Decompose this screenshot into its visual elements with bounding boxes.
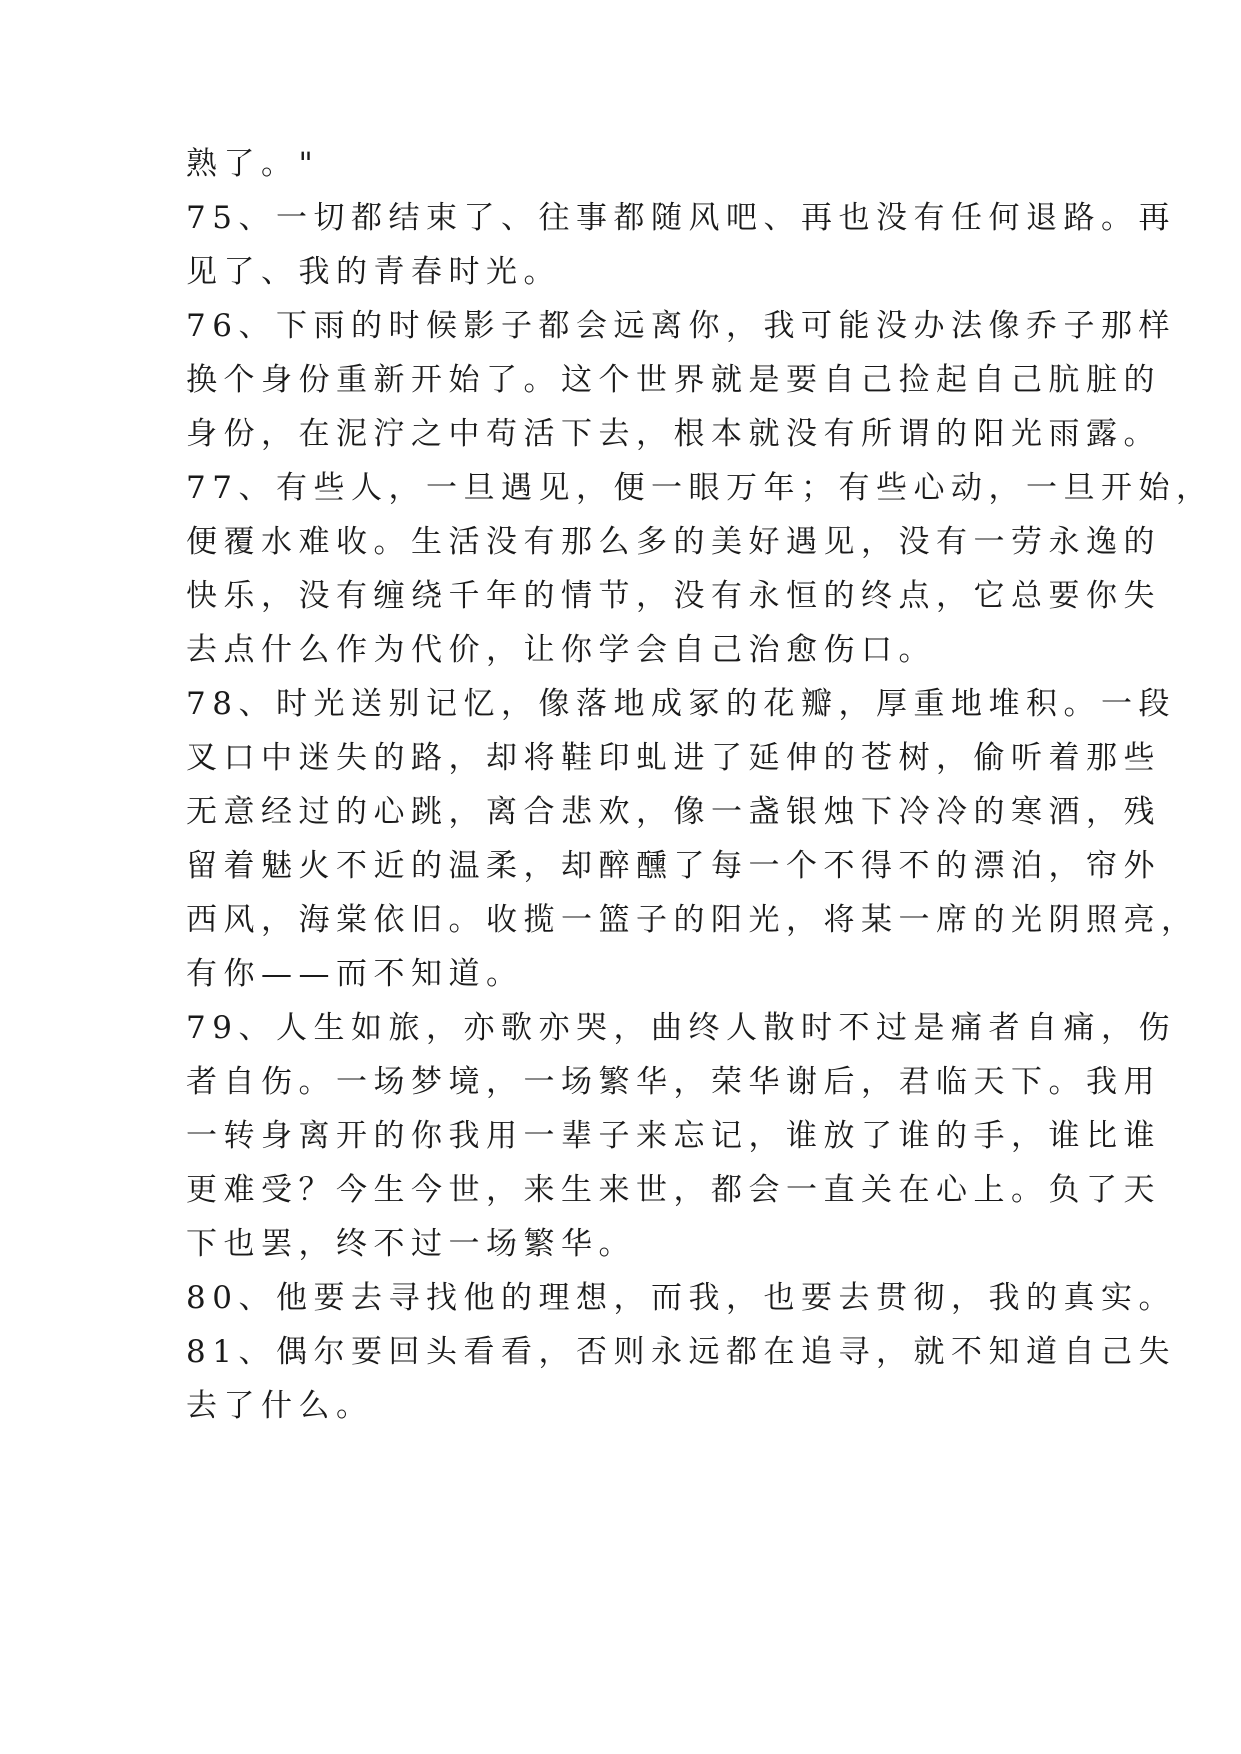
text-line: 身份，在泥泞之中苟活下去，根本就没有所谓的阳光雨露。 [186,416,1161,452]
text-line: 叉口中迷失的路，却将鞋印虬进了延伸的苍树，偷听着那些 [186,740,1161,776]
text-line: 快乐，没有缠绕千年的情节，没有永恒的终点，它总要你失 [186,578,1161,614]
text-line: 去了什么。 [186,1388,374,1424]
text-line: 81、偶尔要回头看看，否则永远都在追寻，就不知道自己失 [186,1334,1176,1370]
text-line: 一转身离开的你我用一辈子来忘记，谁放了谁的手，谁比谁 [186,1118,1161,1154]
text-line: 者自伤。一场梦境，一场繁华，荣华谢后，君临天下。我用 [186,1064,1161,1100]
text-line: 79、人生如旅，亦歌亦哭，曲终人散时不过是痛者自痛，伤 [186,1010,1176,1046]
text-line: 80、他要去寻找他的理想，而我，也要去贯彻，我的真实。 [186,1280,1176,1316]
text-line: 熟了。" [186,146,320,182]
text-line: 去点什么作为代价，让你学会自己治愈伤口。 [186,632,936,668]
text-line: 见了、我的青春时光。 [186,254,561,290]
text-line: 换个身份重新开始了。这个世界就是要自己捡起自己肮脏的 [186,362,1161,398]
text-line: 75、一切都结束了、往事都随风吧、再也没有任何退路。再 [186,200,1176,236]
text-line: 76、下雨的时候影子都会远离你，我可能没办法像乔子那样 [186,308,1176,344]
text-line: 78、时光送别记忆，像落地成冢的花瓣，厚重地堆积。一段 [186,686,1176,722]
text-line: 无意经过的心跳，离合悲欢，像一盏银烛下冷冷的寒酒，残 [186,794,1161,830]
text-line: 下也罢，终不过一场繁华。 [186,1226,636,1262]
text-line: 有你——而不知道。 [186,956,524,992]
text-line: 西风，海棠依旧。收揽一篮子的阳光，将某一席的光阴照亮， [186,902,1199,938]
text-line: 留着魅火不近的温柔，却醉醺了每一个不得不的漂泊，帘外 [186,848,1161,884]
text-line: 更难受？今生今世，来生来世，都会一直关在心上。负了天 [186,1172,1161,1208]
text-line: 77、有些人，一旦遇见，便一眼万年；有些心动，一旦开始， [186,470,1214,506]
text-line: 便覆水难收。生活没有那么多的美好遇见，没有一劳永逸的 [186,524,1161,560]
